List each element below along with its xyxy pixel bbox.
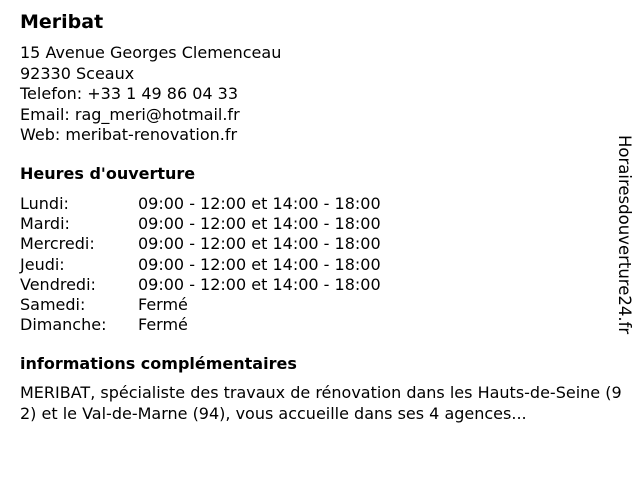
hours-day: Lundi:	[20, 194, 69, 213]
contact-block	[20, 43, 281, 146]
email-address[interactable]: Email: rag_meri@hotmail.fr	[20, 104, 240, 124]
hours-row-tuesday	[20, 214, 381, 234]
hours-time: 09:00 - 12:00 et 14:00 - 18:00	[138, 254, 381, 274]
website-link[interactable]: Web: meribat-renovation.fr	[20, 125, 238, 144]
hours-row-thursday	[20, 255, 381, 275]
hours-time: Fermé	[138, 295, 188, 315]
business-name: Meribat	[20, 11, 104, 33]
hours-row-sunday	[20, 315, 381, 335]
hours-day: Samedi:	[20, 295, 86, 315]
city-postal: 92330 Sceaux	[20, 63, 135, 83]
hours-day: Dimanche:	[20, 315, 107, 335]
street-address: 15 Avenue Georges Clemenceau	[20, 43, 282, 62]
business-description: MERIBAT, spécialiste des travaux de rénovation dans les Hauts-de-Seine (92) et le Val-de-Marne (94), vous accueille dans ses 4 agences...	[20, 383, 622, 423]
phone-number[interactable]: Telefon: +33 1 49 86 04 33	[20, 84, 239, 103]
hours-day: Mercredi:	[20, 234, 95, 254]
hours-day: Mardi:	[20, 214, 70, 234]
hours-time: 09:00 - 12:00 et 14:00 - 18:00	[138, 194, 381, 213]
watermark-text: Horairesdouverture24.fr	[615, 135, 634, 335]
opening-hours-table	[20, 194, 381, 335]
opening-hours-heading: Heures d'ouverture	[20, 164, 196, 183]
hours-row-wednesday	[20, 234, 381, 254]
hours-row-friday	[20, 275, 381, 295]
hours-row-monday	[20, 194, 381, 214]
hours-row-saturday	[20, 295, 381, 315]
hours-time: Fermé	[138, 315, 188, 335]
hours-time: 09:00 - 12:00 et 14:00 - 18:00	[138, 274, 381, 294]
hours-time: 09:00 - 12:00 et 14:00 - 18:00	[138, 234, 381, 254]
hours-day: Vendredi:	[20, 274, 96, 294]
hours-time: 09:00 - 12:00 et 14:00 - 18:00	[138, 214, 381, 234]
hours-day: Jeudi:	[20, 254, 65, 274]
additional-info-heading: informations complémentaires	[20, 354, 297, 373]
